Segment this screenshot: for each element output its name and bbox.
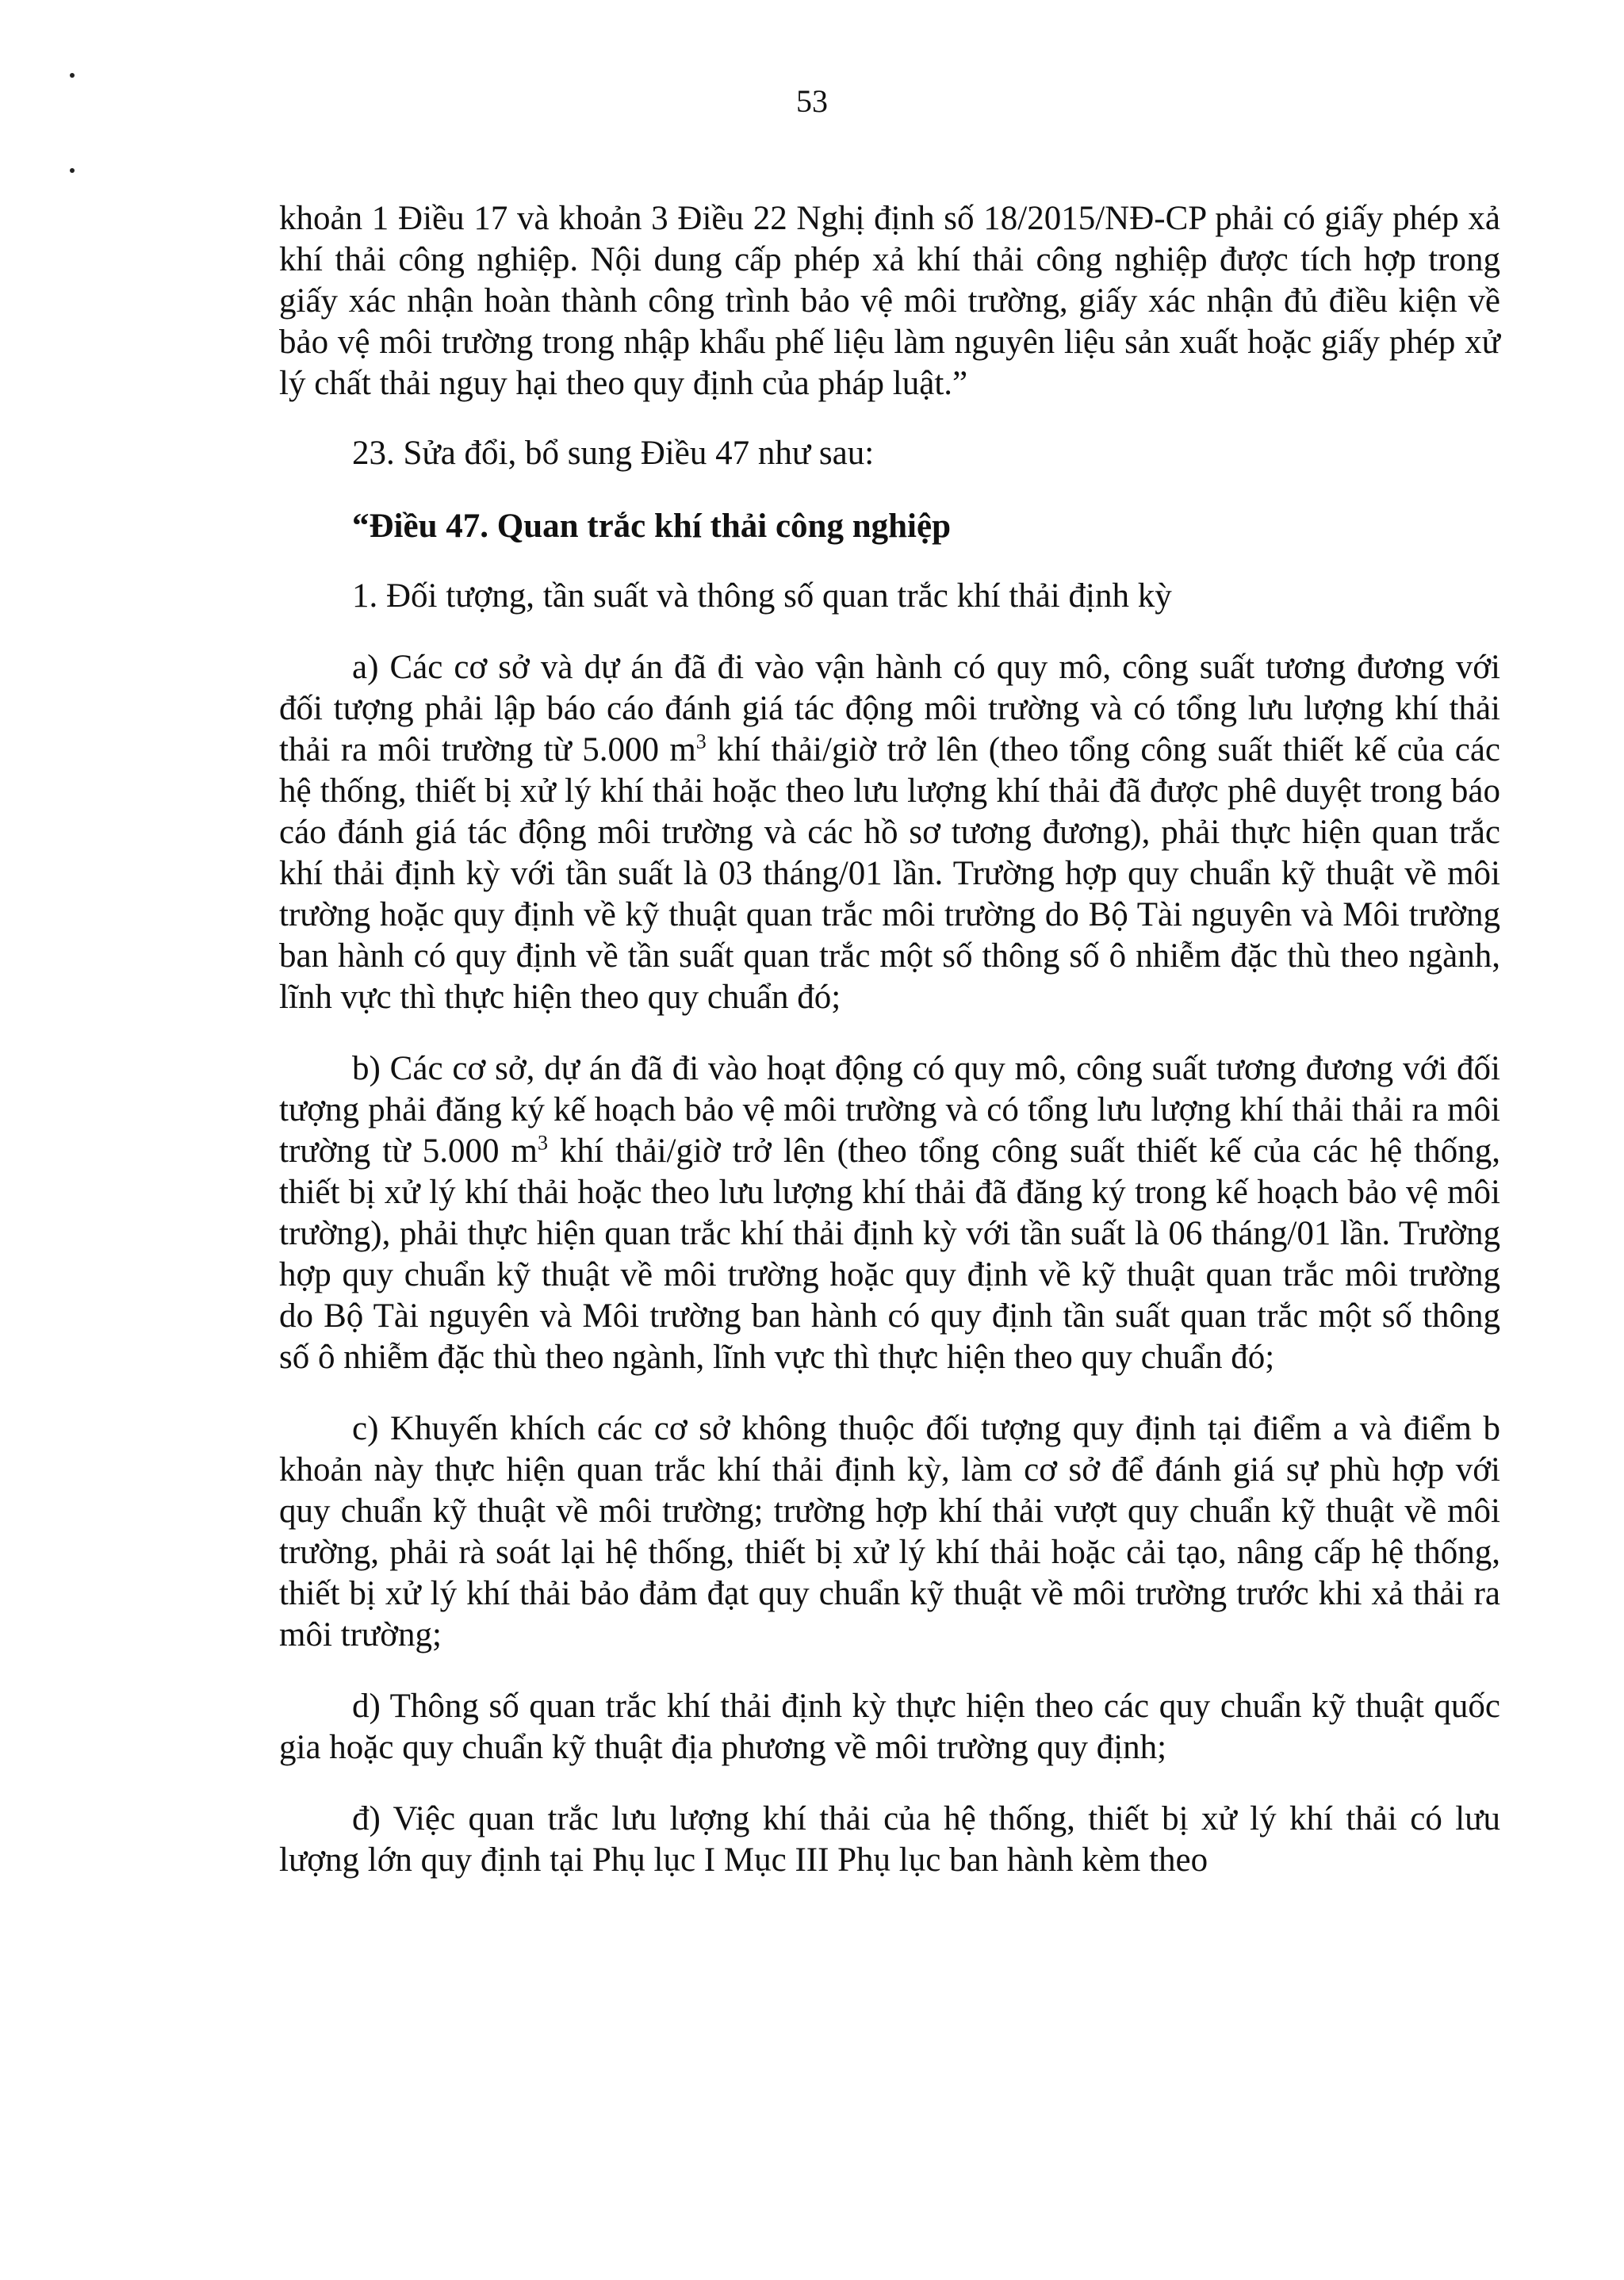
amendment-heading: 23. Sửa đổi, bổ sung Điều 47 như sau: xyxy=(352,435,875,472)
page-number: 53 xyxy=(796,83,828,119)
scan-speck xyxy=(70,168,75,173)
document-body xyxy=(279,198,1500,1911)
item-b-text-start: b) Các cơ sở, dự án đã đi vào hoạt động có quy mô, công suất tương đương với đối tượng phải đăng ký kế hoạch bảo vệ môi trường và có tổng lưu lượng khí thải thải ra môi trường từ 5.000 m xyxy=(279,1050,1500,1170)
clause-1-heading: 1. Đối tượng, tần suất và thông số quan trắc khí thải định kỳ xyxy=(352,577,1172,615)
item-a-superscript: 3 xyxy=(695,730,707,753)
item-a-paragraph xyxy=(279,647,1500,1018)
item-c-paragraph: c) Khuyến khích các cơ sở không thuộc đối tượng quy định tại điểm a và điểm b khoản này thực hiện quan trắc khí thải định kỳ, làm cơ sở để đánh giá sự phù hợp với quy chuẩn kỹ thuật về môi trường; trường hợp khí thải vượt quy chuẩn kỹ thuật về môi trường, phải rà soát lại hệ thống, thiết bị xử lý khí thải hoặc cải tạo, nâng cấp hệ thống, thiết bị xử lý khí thải bảo đảm đạt quy chuẩn kỹ thuật về môi trường trước khi xả thải ra môi trường; xyxy=(279,1410,1500,1653)
item-b-paragraph xyxy=(279,1048,1500,1378)
item-a-text-end: khí thải/giờ trở lên (theo tổng công suất thiết kế của các hệ thống, thiết bị xử lý khí thải hoặc theo lưu lượng khí thải đã được phê duyệt trong báo cáo đánh giá tác động môi trường và các hồ sơ tương đương), phải thực hiện quan trắc khí thải định kỳ với tần suất là 03 tháng/01 lần. Trường hợp quy chuẩn kỹ thuật về môi trường hoặc quy định về kỹ thuật quan trắc môi trường do Bộ Tài nguyên và Môi trường ban hành có quy định về tần suất quan trắc một số thông số ô nhiễm đặc thù theo ngành, lĩnh vực thì thực hiện theo quy chuẩn đó; xyxy=(279,731,1500,1016)
continuation-paragraph: khoản 1 Điều 17 và khoản 3 Điều 22 Nghị định số 18/2015/NĐ-CP phải có giấy phép xả khí thải công nghiệp. Nội dung cấp phép xả khí thải công nghiệp được tích hợp trong giấy xác nhận hoàn thành công trình bảo vệ môi trường, giấy xác nhận đủ điều kiện về bảo vệ môi trường trong nhập khẩu phế liệu làm nguyên liệu sản xuất hoặc giấy phép xử lý chất thải nguy hại theo quy định của pháp luật.” xyxy=(279,200,1500,402)
item-b-text-end: khí thải/giờ trở lên (theo tổng công suất thiết kế của các hệ thống, thiết bị xử lý khí thải hoặc theo lưu lượng khí thải đã đăng ký trong kế hoạch bảo vệ môi trường), phải thực hiện quan trắc khí thải định kỳ với tần suất là 06 tháng/01 lần. Trường hợp quy chuẩn kỹ thuật về môi trường hoặc quy định về kỹ thuật quan trắc môi trường do Bộ Tài nguyên và Môi trường ban hành có quy định tần suất quan trắc một số thông số ô nhiễm đặc thù theo ngành, lĩnh vực thì thực hiện theo quy chuẩn đó; xyxy=(279,1132,1500,1376)
item-b-superscript: 3 xyxy=(537,1131,548,1155)
item-a-text-start: a) Các cơ sở và dự án đã đi vào vận hành có quy mô, công suất tương đương với đối tượng phải lập báo cáo đánh giá tác động môi trường và có tổng lưu lượng khí thải thải ra môi trường từ 5.000 m xyxy=(279,649,1500,768)
item-dd-paragraph: đ) Việc quan trắc lưu lượng khí thải của hệ thống, thiết bị xử lý khí thải có lưu lượng lớn quy định tại Phụ lục I Mục III Phụ lục ban hành kèm theo xyxy=(279,1800,1500,1879)
item-d-paragraph: d) Thông số quan trắc khí thải định kỳ thực hiện theo các quy chuẩn kỹ thuật quốc gia hoặc quy chuẩn kỹ thuật địa phương về môi trường quy định; xyxy=(279,1688,1500,1766)
scan-speck xyxy=(70,73,75,78)
article-title: “Điều 47. Quan trắc khí thải công nghiệp xyxy=(352,508,951,545)
